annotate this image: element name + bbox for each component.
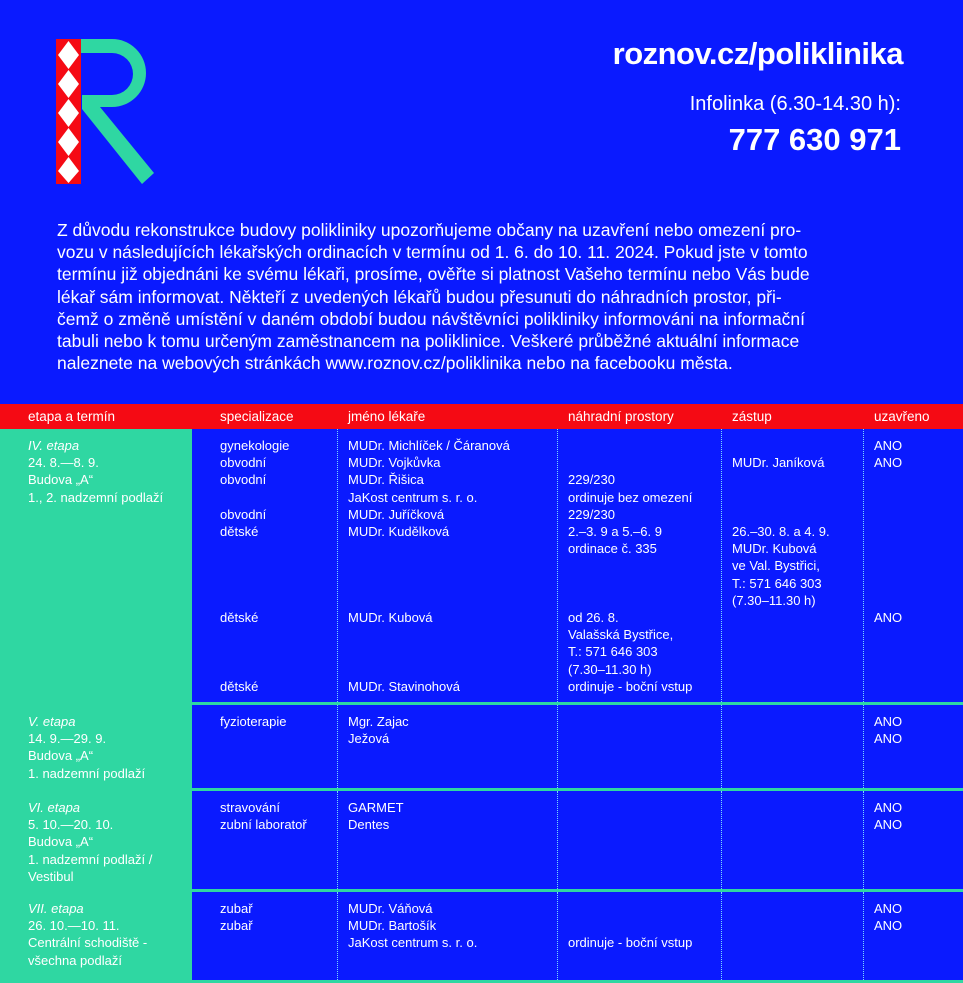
cell-line: ordinuje bez omezení <box>568 489 693 505</box>
replacement-cell <box>568 471 692 505</box>
table-section <box>0 791 963 892</box>
column-divider <box>721 892 722 980</box>
column-divider <box>721 791 722 889</box>
specialization-cell <box>220 678 258 695</box>
closed-cell <box>874 609 902 626</box>
cell-line: (7.30–11.30 h) <box>732 592 816 608</box>
cell-line: (7.30–11.30 h) <box>568 661 652 677</box>
cell-line: T.: 571 646 303 <box>732 575 822 591</box>
cell-line: ANO <box>874 438 903 453</box>
column-divider <box>557 892 558 980</box>
replacement-cell <box>568 609 692 695</box>
closed-cell <box>874 900 902 934</box>
cell-line: Ježová <box>348 731 390 747</box>
stage-line: 1. nadzemní podlaží <box>28 765 146 781</box>
cell-line: MUDr. Kubová <box>732 541 817 557</box>
cell-line: obvodní <box>220 455 267 471</box>
specialization-cell <box>220 799 307 833</box>
replacement-cell <box>568 934 692 951</box>
substitute-cell <box>732 454 824 471</box>
site-url[interactable]: roznov.cz/poliklinika <box>612 36 903 71</box>
column-divider <box>863 429 864 702</box>
cell-line: MUDr. Stavinohová <box>348 678 460 694</box>
cell-line: ANO <box>874 901 903 916</box>
doctor-cell <box>348 713 409 747</box>
cell-line: ordinuje - boční vstup <box>568 935 693 951</box>
stage-line: všechna podlaží <box>28 952 122 968</box>
stage-line: 1., 2. nadzemní podlaží <box>28 489 164 505</box>
cell-line: obvodní <box>220 506 267 522</box>
column-header-specialization: specializace <box>220 409 294 424</box>
intro-line: Z důvodu rekonstrukce budovy polikliniky upozorňujeme občany na uzavření nebo omezení pro- <box>57 220 802 240</box>
column-divider <box>557 429 558 702</box>
cell-line: ordinace č. 335 <box>568 541 657 557</box>
stage-line: 24. 8.—8. 9. <box>28 455 99 471</box>
cell-line: dětské <box>220 678 259 694</box>
cell-line: Valašská Bystřice, <box>568 627 674 643</box>
doctor-cell <box>348 900 477 952</box>
column-divider <box>863 791 864 889</box>
cell-line: dětské <box>220 524 259 539</box>
stage-line: Vestibul <box>28 868 74 884</box>
intro-line: čemž o změně umístění v daném období budou návštěvníci polikliniky informováni na informační <box>57 308 806 329</box>
stage-cell <box>28 713 145 782</box>
column-divider <box>863 705 864 788</box>
roznov-logo <box>56 39 154 184</box>
column-divider <box>337 705 338 788</box>
cell-line: 2.–3. 9 a 5.–6. 9 <box>568 524 662 539</box>
infoline-phone-number[interactable]: 777 630 971 <box>728 122 901 157</box>
stage-line: Budova „A“ <box>28 834 94 850</box>
doctor-cell <box>348 678 460 695</box>
column-divider <box>337 429 338 702</box>
stage-line: 5. 10.—20. 10. <box>28 817 114 833</box>
column-divider <box>337 791 338 889</box>
closed-cell <box>874 437 902 471</box>
column-divider <box>557 705 558 788</box>
cell-line: ANO <box>874 817 903 833</box>
stage-cell <box>28 799 152 885</box>
cell-line: ordinuje - boční vstup <box>568 678 693 694</box>
intro-paragraph <box>57 219 907 374</box>
closed-cell <box>874 799 902 833</box>
cell-line: dětské <box>220 610 259 625</box>
stage-line: VII. etapa <box>28 901 84 916</box>
column-divider <box>721 429 722 702</box>
cell-line: ANO <box>874 918 903 934</box>
cell-line: MUDr. Kubová <box>348 610 433 625</box>
doctor-cell <box>348 799 404 833</box>
specialization-cell <box>220 609 258 626</box>
cell-line: ANO <box>874 731 903 747</box>
specialization-cell <box>220 900 253 934</box>
stage-line: Centrální schodiště - <box>28 935 148 951</box>
stage-line: 14. 9.—29. 9. <box>28 731 107 747</box>
column-header-replacement: náhradní prostory <box>568 409 674 424</box>
cell-line: stravování <box>220 800 280 815</box>
column-header-closed: uzavřeno <box>874 409 930 424</box>
column-divider <box>557 791 558 889</box>
specialization-cell <box>220 506 266 540</box>
cell-line: zubní laboratoř <box>220 817 307 833</box>
cell-line: MUDr. Váňová <box>348 901 433 916</box>
column-divider <box>863 892 864 980</box>
cell-line: 229/230 <box>568 506 615 522</box>
intro-line: naleznete na webových stránkách www.roznov.cz/poliklinika nebo na facebooku města. <box>57 353 733 374</box>
logo-letter-r <box>81 39 154 184</box>
stage-cell <box>28 437 163 506</box>
cell-line: MUDr. Michlíček / Čáranová <box>348 438 510 453</box>
replacement-cell <box>568 506 662 558</box>
cell-line: JaKost centrum s. r. o. <box>348 935 478 951</box>
column-header-substitute: zástup <box>732 409 772 424</box>
table-header <box>0 404 963 429</box>
cell-line: T.: 571 646 303 <box>568 644 658 660</box>
stage-cell <box>28 900 147 969</box>
column-header-stage: etapa a termín <box>28 409 116 424</box>
cell-line: ANO <box>874 610 903 625</box>
column-divider <box>337 892 338 980</box>
cell-line: Dentes <box>348 817 390 833</box>
doctor-cell <box>348 506 449 540</box>
cell-line: MUDr. Juříčková <box>348 506 445 522</box>
specialization-cell <box>220 437 289 489</box>
intro-line: termínu již objednáni ke svému lékaři, prosíme, ověřte si platnost Vašeho termínu nebo Vás bude <box>57 264 810 285</box>
cell-line: MUDr. Bartošík <box>348 918 437 934</box>
cell-line: fyzioterapie <box>220 714 287 729</box>
cell-line: od 26. 8. <box>568 610 619 625</box>
stage-line: IV. etapa <box>28 438 80 453</box>
cell-line: GARMET <box>348 800 404 815</box>
intro-line: tabuli nebo k tomu určeným zaměstnancem na poliklinice. Veškeré průběžné aktuální informace <box>57 331 800 352</box>
infoline-label: Infolinka (6.30-14.30 h): <box>689 93 901 115</box>
cell-line: ANO <box>874 455 903 471</box>
closed-cell <box>874 713 902 747</box>
cell-line: MUDr. Řišica <box>348 472 424 488</box>
stage-line: Budova „A“ <box>28 748 94 764</box>
cell-line: obvodní <box>220 472 267 488</box>
stage-line: V. etapa <box>28 714 76 729</box>
cell-line: ve Val. Bystřici, <box>732 558 820 574</box>
cell-line: MUDr. Janíková <box>732 455 825 471</box>
cell-line: ANO <box>874 714 903 729</box>
cell-line: 229/230 <box>568 472 615 488</box>
table-section <box>0 429 963 705</box>
substitute-cell <box>732 523 830 609</box>
column-divider <box>721 705 722 788</box>
stage-line: 1. nadzemní podlaží / <box>28 851 153 867</box>
cell-line: gynekologie <box>220 438 290 453</box>
stage-line: VI. etapa <box>28 800 81 815</box>
stage-line: Budova „A“ <box>28 472 94 488</box>
doctor-cell <box>348 609 433 626</box>
cell-line: JaKost centrum s. r. o. <box>348 489 478 505</box>
cell-line: zubař <box>220 901 253 916</box>
cell-line: ANO <box>874 800 903 815</box>
cell-line: 26.–30. 8. a 4. 9. <box>732 524 830 539</box>
doctor-cell <box>348 437 510 506</box>
column-header-doctor: jméno lékaře <box>348 409 426 424</box>
specialization-cell <box>220 713 286 730</box>
table-section <box>0 705 963 791</box>
table-section <box>0 892 963 983</box>
cell-line: zubař <box>220 918 253 934</box>
intro-line: vozu v následujících lékařských ordinacích v termínu od 1. 6. do 10. 11. 2024. Pokud jste v tomto <box>57 242 808 263</box>
cell-line: Mgr. Zajac <box>348 714 409 729</box>
cell-line: MUDr. Vojkůvka <box>348 455 441 471</box>
intro-line: lékař sám informovat. Někteří z uvedených lékařů budou přesunuti do náhradních prostor, při- <box>57 286 782 307</box>
stage-line: 26. 10.—10. 11. <box>28 918 120 934</box>
cell-line: MUDr. Kudělková <box>348 524 450 539</box>
